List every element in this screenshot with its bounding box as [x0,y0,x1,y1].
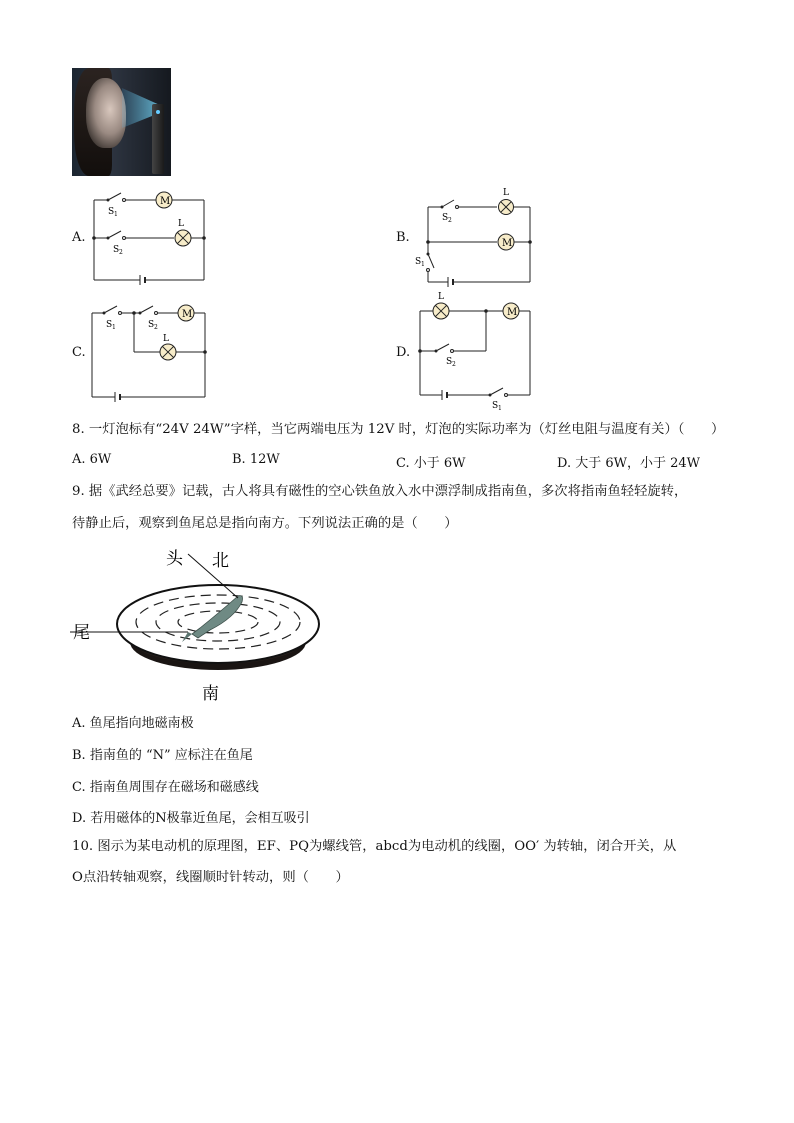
circuit-a [88,185,213,285]
q9-choice-a: A. 鱼尾指向地磁南极 [72,716,194,731]
s2-sub: 2 [448,217,452,224]
q10-stem-line1: 10. 图示为某电动机的原理图，EF、PQ为螺线管，abcd为电动机的线圈，OO′ 为转轴，闭合开关，从 [72,839,677,854]
lamp-label: L [178,219,184,229]
s1-sub: 1 [498,405,502,412]
s1-label: S [106,320,113,330]
south-label: 南 [202,684,219,704]
s2-sub: 2 [154,324,158,331]
lamp-label: L [163,334,169,344]
face-recognition-photo [72,68,171,176]
s2-label: S [442,213,449,223]
option-d-letter: D. [396,345,411,360]
circuit-d [410,288,540,412]
fish-tail-label: 尾 [73,623,90,643]
circuit-c [88,300,213,402]
q8-choice-a: A. 6W [72,452,112,467]
q8-choice-d: D. 大于 6W，小于 24W [557,456,701,471]
option-a-letter: A. [72,230,86,245]
q9-choice-b: B. 指南鱼的 “N” 应标注在鱼尾 [72,748,253,763]
s2-label: S [446,357,453,367]
s2-sub: 2 [452,361,456,368]
circuit-b [410,182,540,288]
motor-label: M [160,196,171,207]
s1-sub: 1 [112,324,116,331]
s2-sub: 2 [119,249,123,256]
q9-stem-line2: 待静止后，观察到鱼尾总是指向南方。下列说法正确的是（ ） [72,516,458,531]
option-b-letter: B. [396,230,410,245]
s2-label: S [113,245,120,255]
s1-label: S [415,257,422,267]
lamp-label: L [503,188,509,198]
q9-choice-c: C. 指南鱼周围存在磁场和磁感线 [72,780,259,795]
s1-sub: 1 [421,261,425,268]
motor-label: M [182,309,193,320]
north-label: 北 [212,551,229,571]
q10-stem-line2: O点沿转轴观察，线圈顺时针转动，则（ ） [72,870,349,885]
q9-stem-line1: 9. 据《武经总要》记载，古人将具有磁性的空心铁鱼放入水中漂浮制成指南鱼，多次将指南鱼轻轻旋转， [72,484,688,499]
s1-sub: 1 [114,211,118,218]
q9-choice-d: D. 若用磁体的N极靠近鱼尾，会相互吸引 [72,811,310,826]
s1-label: S [492,401,499,411]
motor-label: M [502,238,513,249]
lamp-label: L [438,292,444,302]
fish-head-label: 头 [166,549,183,569]
q8-stem: 8. 一灯泡标有“24V 24W”字样，当它两端电压为 12V 时，灯泡的实际功率为（灯丝电阻与温度有关）（ ） [72,422,725,437]
south-pointing-fish-figure [70,542,330,707]
s1-label: S [108,207,115,217]
motor-label: M [507,307,518,318]
q8-choice-b: B. 12W [232,452,280,467]
s2-label: S [148,320,155,330]
q8-choice-c: C. 小于 6W [396,456,466,471]
option-c-letter: C. [72,345,86,360]
